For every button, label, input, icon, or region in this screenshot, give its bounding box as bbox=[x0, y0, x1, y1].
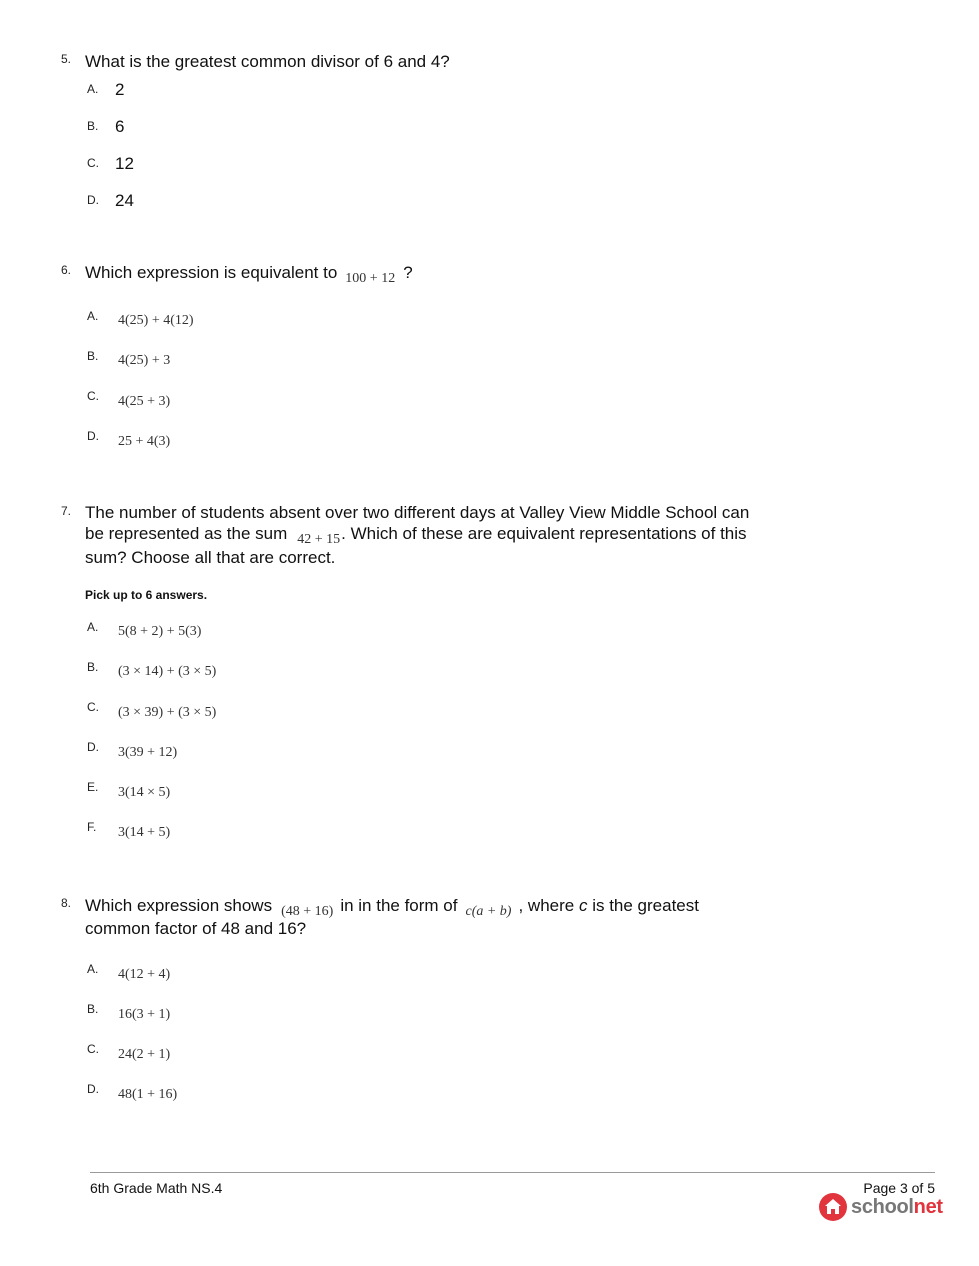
question-7-number: 7. bbox=[61, 504, 72, 518]
question-7-choice-a[interactable]: 5(8 + 2) + 5(3) bbox=[118, 624, 202, 639]
question-5-choice-b[interactable]: 6 bbox=[115, 117, 125, 136]
footer-divider bbox=[90, 1172, 935, 1173]
question-8-text-c: , where bbox=[518, 896, 575, 915]
question-6-text-after: ? bbox=[403, 263, 413, 282]
question-8-var-c: c bbox=[578, 896, 588, 915]
question-7-choice-e-letter: E. bbox=[87, 780, 99, 794]
question-7-pick-note: Pick up to 6 answers. bbox=[85, 588, 208, 602]
question-7-choice-c-letter: C. bbox=[87, 700, 99, 714]
question-7-choice-b[interactable]: (3 × 14) + (3 × 5) bbox=[118, 664, 217, 679]
footer-title: 6th Grade Math NS.4 bbox=[90, 1180, 223, 1196]
question-7-choice-d[interactable]: 3(39 + 12) bbox=[118, 745, 178, 760]
question-8-choice-a[interactable]: 4(12 + 4) bbox=[118, 967, 171, 982]
logo-net-text: net bbox=[913, 1195, 943, 1218]
question-5-number: 5. bbox=[61, 52, 72, 66]
question-7-inline-math: 42 + 15 bbox=[297, 532, 341, 547]
question-6-text bbox=[85, 261, 413, 286]
question-8-line-2: common factor of 48 and 16? bbox=[85, 919, 307, 938]
question-6-choice-a[interactable]: 4(25) + 4(12) bbox=[118, 313, 194, 328]
question-6-inline-math: 100 + 12 bbox=[345, 271, 396, 286]
question-7-choice-e[interactable]: 3(14 × 5) bbox=[118, 785, 171, 800]
question-8-choice-c-letter: C. bbox=[87, 1042, 99, 1056]
question-8-choice-b-letter: B. bbox=[87, 1002, 99, 1016]
logo-wordmark bbox=[851, 1196, 943, 1219]
question-7-choice-b-letter: B. bbox=[87, 660, 99, 674]
question-7-choice-f-letter: F. bbox=[87, 820, 97, 834]
question-8-choice-d-letter: D. bbox=[87, 1082, 99, 1096]
question-5-choice-a-letter: A. bbox=[87, 82, 99, 96]
question-6-choice-c[interactable]: 4(25 + 3) bbox=[118, 394, 171, 409]
question-8-inline-math-2: c(a + b) bbox=[465, 904, 512, 919]
question-7-choice-c[interactable]: (3 × 39) + (3 × 5) bbox=[118, 705, 217, 720]
question-8-text-d: is the greatest bbox=[592, 896, 699, 915]
question-8-choice-d[interactable]: 48(1 + 16) bbox=[118, 1087, 178, 1102]
question-6-choice-a-letter: A. bbox=[87, 309, 99, 323]
question-8-choice-b[interactable]: 16(3 + 1) bbox=[118, 1007, 171, 1022]
question-6-choice-d-letter: D. bbox=[87, 429, 99, 443]
question-6-text-before: Which expression is equivalent to bbox=[85, 263, 338, 282]
question-7-line-2-after: . Which of these are equivalent representations of this bbox=[341, 524, 747, 543]
question-7-choice-a-letter: A. bbox=[87, 620, 99, 634]
question-5-choice-d[interactable]: 24 bbox=[115, 191, 134, 210]
question-5-text: What is the greatest common divisor of 6 and 4? bbox=[85, 52, 450, 71]
question-5-choice-c[interactable]: 12 bbox=[115, 154, 134, 173]
question-7-line-2 bbox=[85, 522, 747, 547]
question-8-line-1 bbox=[85, 894, 699, 919]
question-6-choice-c-letter: C. bbox=[87, 389, 99, 403]
question-8-text-a: Which expression shows bbox=[85, 896, 273, 915]
question-5-choice-b-letter: B. bbox=[87, 119, 99, 133]
question-8-choice-a-letter: A. bbox=[87, 962, 99, 976]
question-7-choice-f[interactable]: 3(14 + 5) bbox=[118, 825, 171, 840]
question-7-line-1: The number of students absent over two different days at Valley View Middle School can bbox=[85, 503, 750, 522]
question-8-choice-c[interactable]: 24(2 + 1) bbox=[118, 1047, 171, 1062]
question-5-choice-d-letter: D. bbox=[87, 193, 99, 207]
question-5-choice-a[interactable]: 2 bbox=[115, 80, 125, 99]
question-5-choice-c-letter: C. bbox=[87, 156, 99, 170]
question-6-number: 6. bbox=[61, 263, 72, 277]
question-8-inline-math-1: (48 + 16) bbox=[281, 904, 334, 919]
house-icon bbox=[818, 1192, 848, 1222]
question-6-choice-b[interactable]: 4(25) + 3 bbox=[118, 353, 171, 368]
footer-page-number: Page 3 of 5 bbox=[863, 1180, 935, 1196]
question-7-line-3: sum? Choose all that are correct. bbox=[85, 548, 336, 567]
question-8-text-b: in in the form of bbox=[340, 896, 458, 915]
schoolnet-logo bbox=[818, 1192, 943, 1222]
question-7-choice-d-letter: D. bbox=[87, 740, 99, 754]
question-7-line-2-before: be represented as the sum bbox=[85, 524, 288, 543]
question-6-choice-d[interactable]: 25 + 4(3) bbox=[118, 434, 171, 449]
question-8-number: 8. bbox=[61, 896, 72, 910]
question-6-choice-b-letter: B. bbox=[87, 349, 99, 363]
logo-school-text: school bbox=[851, 1195, 914, 1218]
